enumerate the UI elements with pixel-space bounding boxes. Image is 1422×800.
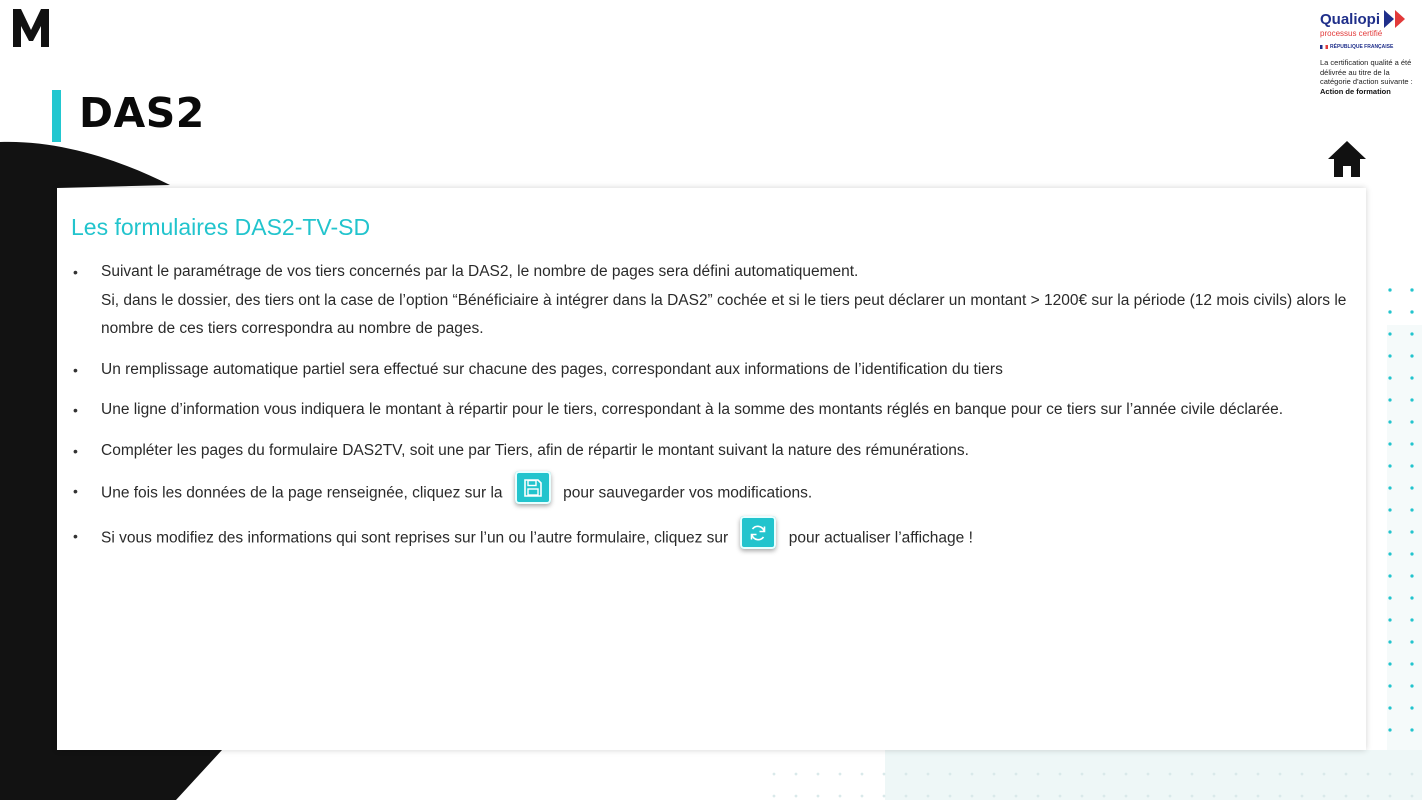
- refresh-button[interactable]: [740, 516, 776, 549]
- bullet-dot: •: [73, 402, 78, 418]
- content-card: [57, 188, 1366, 750]
- qualiopi-arrows-icon: [1384, 10, 1406, 28]
- page-title: DAS2: [79, 89, 205, 137]
- bullet-text-line1: Suivant le paramétrage de vos tiers concernés par la DAS2, le nombre de pages sera défini automatiquement.: [101, 263, 859, 280]
- list-item: [73, 356, 1353, 385]
- refresh-icon: [748, 523, 768, 543]
- bullet-dot: •: [73, 264, 78, 280]
- list-item: [73, 258, 1353, 344]
- bullet-dot: •: [73, 442, 78, 459]
- bullet-text: Une ligne d’information vous indiquera le montant à répartir pour le tiers, correspondant à la somme des montants réglés en banque pour ce tiers sur l’année civile déclarée.: [101, 401, 1284, 418]
- bullet-text-after: pour sauvegarder vos modifications.: [563, 484, 813, 502]
- french-flag-icon: [1320, 45, 1328, 49]
- bullet-list: [73, 258, 1353, 567]
- certification-text: La certification qualité a été délivrée au titre de la catégorie d'action suivante :: [1320, 58, 1413, 86]
- list-item: [73, 477, 1353, 510]
- title-accent-bar: [52, 90, 61, 142]
- list-item: [73, 437, 1353, 466]
- bullet-text-line2: Si, dans le dossier, des tiers ont la case de l’option “Bénéficiaire à intégrer dans la DAS2” cochée et si le tiers peut déclarer un montant > 1200€ sur la période (12 mois civils) alors le nombre de ces tiers correspondra au nombre de pages.: [101, 291, 1347, 337]
- bullet-text-before: Une fois les données de la page renseignée, cliquez sur la: [101, 484, 503, 502]
- bullet-text: Un remplissage automatique partiel sera effectué sur chacune des pages, correspondant aux informations de l’identification du tiers: [101, 360, 1003, 378]
- company-logo: [12, 8, 50, 48]
- save-button[interactable]: [515, 471, 551, 504]
- bullet-text-before: Si vous modifiez des informations qui sont reprises sur l’un ou l’autre formulaire, cliquez sur: [101, 529, 729, 547]
- list-item: [73, 396, 1353, 425]
- home-icon[interactable]: [1326, 139, 1368, 179]
- qualiopi-tagline: processus certifié: [1320, 29, 1383, 38]
- bullet-dot: •: [73, 528, 78, 544]
- qualiopi-certification: [1320, 10, 1416, 96]
- qualiopi-brand: [1320, 10, 1416, 28]
- bullet-dot: •: [73, 483, 78, 499]
- qualiopi-name: Qualiopi: [1320, 10, 1380, 28]
- bullet-text: Compléter les pages du formulaire DAS2TV, soit une par Tiers, afin de répartir le montant suivant la nature des rémunérations.: [101, 441, 969, 459]
- card-title: Les formulaires DAS2-TV-SD: [71, 214, 371, 240]
- bullet-dot: •: [73, 361, 78, 378]
- republique-label: RÉPUBLIQUE FRANÇAISE: [1330, 44, 1394, 50]
- bullet-text-after: pour actualiser l’affichage !: [788, 529, 973, 547]
- republique-francaise: [1320, 44, 1416, 50]
- action-category: Action de formation: [1320, 86, 1391, 96]
- floppy-disk-icon: [523, 478, 543, 498]
- list-item: [73, 522, 1353, 555]
